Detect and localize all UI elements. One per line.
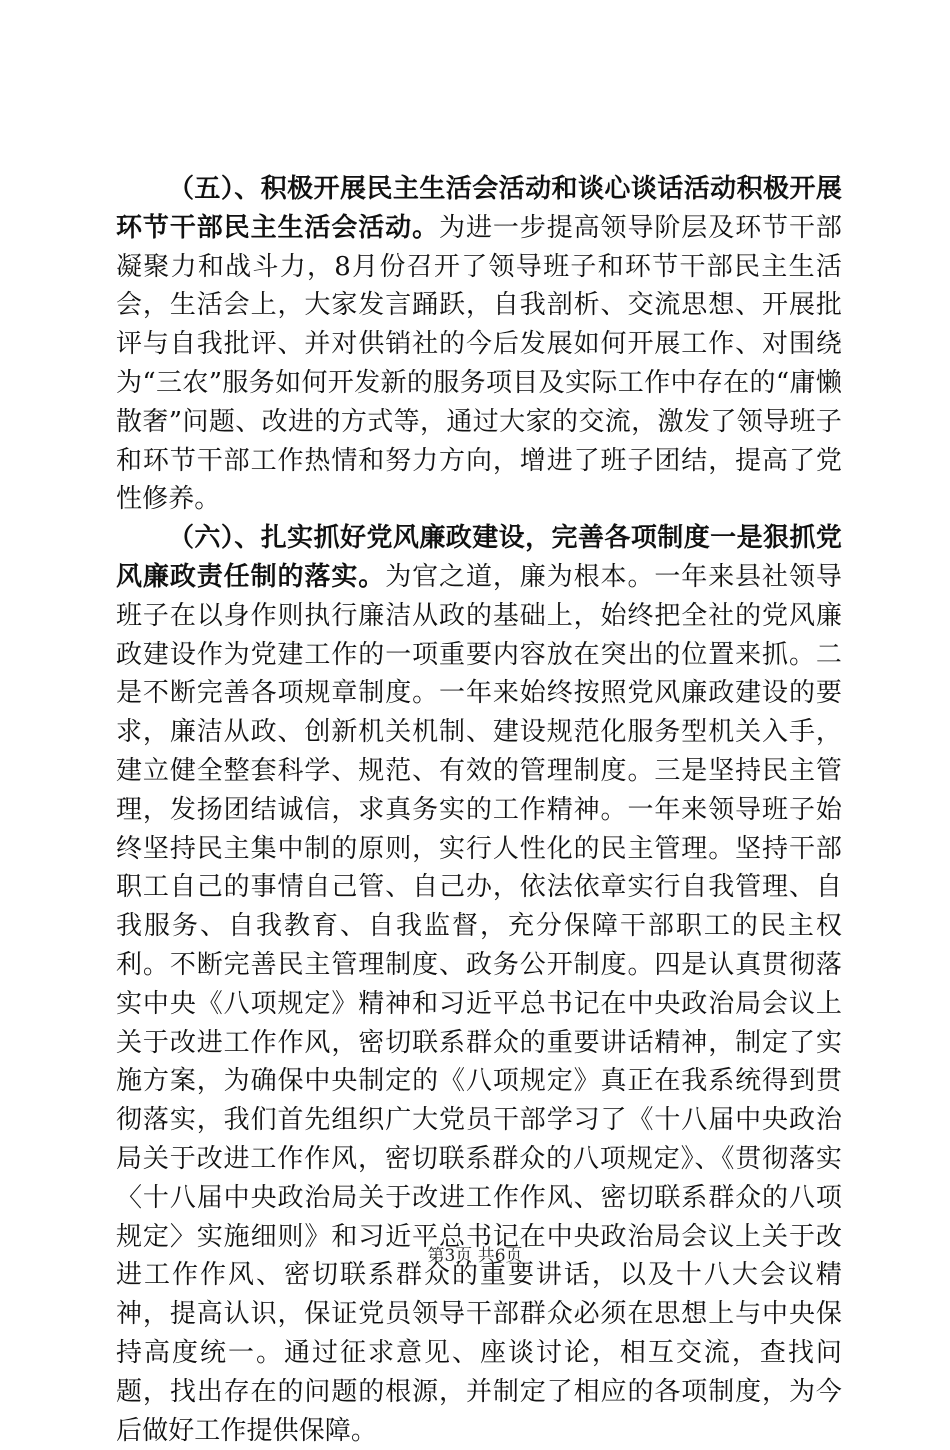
paragraph-heading: （五）、积极开展民主生活会活动和谈心谈话活动积极开展环节干部民主生活会活动。 [116,174,842,243]
paragraph-heading: （六）、扎实抓好党风廉政建设，完善各项制度一是狠抓党风廉政责任制的落实。 [116,523,842,592]
page-number-footer: 第3页 共6页 [427,1246,523,1266]
paragraph-party-integrity [116,519,842,1450]
paragraph-text: 为进一步提高领导阶层及环节干部凝聚力和战斗力，8月份召开了领导班子和环节干部民主生活会，生活会上，大家发言踊跃，自我剖析、交流思想、开展批评与自我批评、并对供销社的今后发展如何开展工作、对围绕为“三农”服务如何开发新的服务项目及实际工作中存在的“庸懒散奢”问题、改进的方式等，通过大家的交流，激发了领导班子和环节干部工作热情和努力方向，增进了班子团结，提高了党性修养。 [116,212,842,515]
paragraph-text: 为官之道，廉为根本。一年来县社领导班子在以身作则执行廉洁从政的基础上，始终把全社的党风廉政建设作为党建工作的一项重要内容放在突出的位置来抓。二是不断完善各项规章制度。一年来始终按照党风廉政建设的要求，廉洁从政、创新机关机制、建设规范化服务型机关入手，建立健全整套科学、规范、有效的管理制度。三是坚持民主管理，发扬团结诚信，求真务实的工作精神。一年来领导班子始终坚持民主集中制的原则，实行人性化的民主管理。坚持干部职工自己的事情自己管、自己办，依法依章实行自我管理、自我服务、自我教育、自我监督，充分保障干部职工的民主权利。不断完善民主管理制度、政务公开制度。四是认真贯彻落实中央《八项规定》精神和习近平总书记在中央政治局会议上关于改进工作作风，密切联系群众的重要讲话精神，制定了实施方案，为确保中央制定的《八项规定》真正在我系统得到贯彻落实，我们首先组织广大党员干部学习了《十八届中央政治局关于改进工作作风，密切联系群众的八项规定》、《贯彻落实〈十八届中央政治局关于改进工作作风、密切联系群众的八项规定〉实施细则》和习近平总书记在中央政治局会议上关于改进工作作风、密切联系群众的重要讲话，以及十八大会议精神，提高认识，保证党员领导干部群众必须在思想上与中央保持高度统一。通过征求意见、座谈讨论，相互交流，查找问题，找出存在的问题的根源，并制定了相应的各项制度，为今后做好工作提供保障。 [116,561,842,1446]
paragraph-democratic-life-meeting [116,170,842,519]
